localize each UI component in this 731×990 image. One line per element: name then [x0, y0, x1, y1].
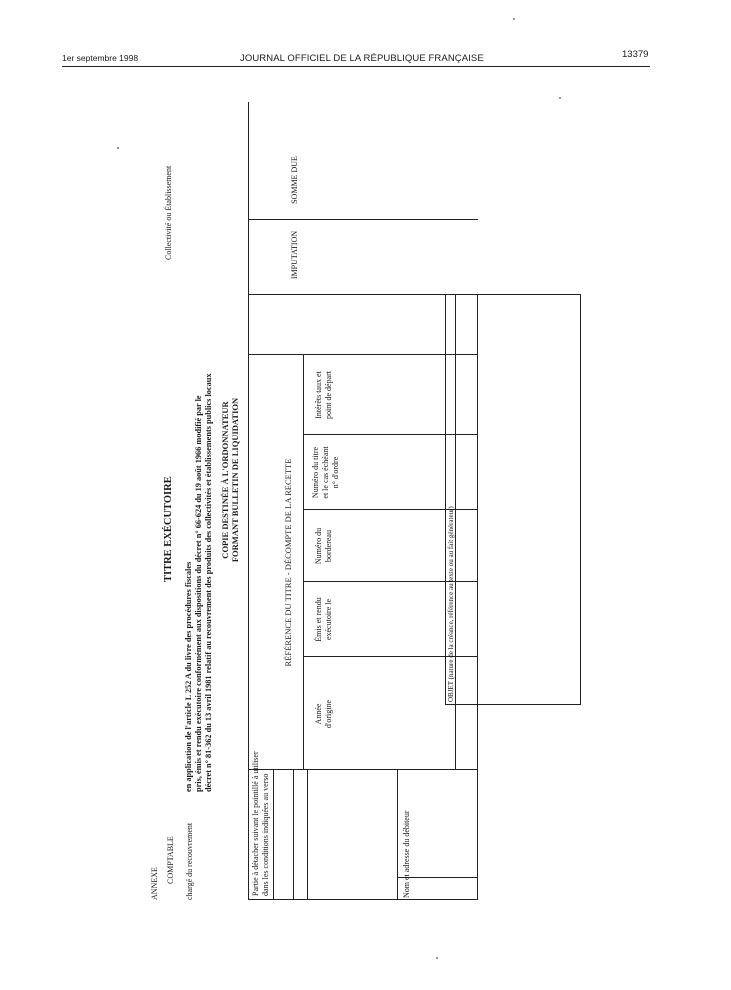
right-block-divider [248, 219, 478, 220]
col-divider-5 [303, 434, 478, 435]
col-titre [305, 436, 347, 509]
objet-box-right [445, 294, 581, 295]
scan-speck [117, 147, 119, 149]
col-emis-line-1: Émis et rendu [314, 597, 323, 642]
table-bottom-border [477, 295, 478, 900]
table-left-border [248, 899, 478, 900]
objet-label: OBJET (nature de la créance, référence au texte ou au fait générateur) [447, 506, 455, 702]
charge-label: chargé du recouvrement [185, 822, 194, 900]
legal-line-2: pris, émis et rendu exécutoire conformément aux dispositions du décret n° 66-624 du 19 août 1966 modifié par le [194, 395, 203, 792]
objet-box-bottom [580, 295, 581, 705]
debtor-label: Nom et adresse du débiteur [402, 810, 411, 898]
scan-speck [436, 957, 438, 959]
detach-rule-2 [293, 770, 294, 900]
legal-line-1: en application de l'article L 252 A du livre des procédures fiscales [184, 561, 193, 792]
objet-box-top [445, 295, 446, 705]
table-top-border [248, 295, 249, 900]
col-emis-line-2: exécutoire le [324, 598, 333, 641]
page-date: 1er septembre 1998 [62, 53, 139, 63]
imputation-label: IMPUTATION [290, 230, 299, 280]
journal-title: JOURNAL OFFICIEL DE LA RÉPUBLIQUE FRANÇAISE [240, 53, 484, 64]
comptable-label: COMPTABLE [166, 836, 175, 884]
annex-page [150, 100, 625, 900]
col-emis [305, 583, 343, 656]
col-annee-line-1: Année [314, 703, 323, 725]
copie-line-1: COPIE DESTINÉE À L'ORDONNATEUR [220, 401, 230, 559]
reference-rule [303, 355, 304, 770]
detach-rule-4 [397, 770, 398, 900]
detach-note-line-2: dans les conditions indiquées au verso [261, 773, 270, 896]
col-titre-line-2: et le cas échéant [321, 446, 330, 499]
detach-rule-3 [307, 770, 308, 900]
col-divider-1 [303, 769, 478, 770]
scan-speck [559, 97, 561, 99]
detach-note [251, 751, 271, 896]
reference-header: RÉFÉRENCE DU TITRE - DÉCOMPTE DE LA RECETTE [283, 458, 293, 667]
somme-due-label: SOMME DUE [290, 156, 299, 204]
collectivite-label: Collectivité ou Établissement [164, 165, 173, 260]
col-bordereau-line-1: Numéro du [314, 527, 323, 565]
col-titre-line-1: Numéro du titre [311, 446, 320, 499]
header-rule [62, 66, 650, 67]
copie-line-2: FORMANT BULLETIN DE LIQUIDATION [230, 397, 240, 563]
col-interets [305, 356, 343, 434]
col-titre-line-3: n° d'ordre [331, 456, 340, 489]
row-rule-bottom [455, 295, 456, 770]
col-annee [305, 659, 343, 769]
scan-speck [513, 18, 515, 20]
document-title: TITRE EXÉCUTOIRE [163, 476, 174, 582]
objet-box-left [445, 704, 580, 705]
somme-block-top [248, 102, 249, 220]
col-bordereau [305, 511, 343, 581]
divider-somme [248, 294, 478, 295]
detach-rule [273, 770, 274, 900]
col-annee-line-2: d'origine [324, 699, 333, 729]
annex-label: ANNEXE [150, 867, 159, 900]
col-interets-line-2: point de départ [324, 371, 333, 419]
legal-line-3: décret n° 81-362 du 13 avril 1981 relatif au recouvrement des produits des collectivités et établissements publics locaux [204, 373, 213, 792]
page-number: 13379 [622, 49, 649, 60]
col-interets-line-1: Intérêts taux et [314, 371, 323, 419]
col-bordereau-line-2: bordereau [324, 530, 333, 562]
detach-note-line-1: Partie à détacher suivant le pointillé à utiliser [251, 751, 260, 896]
